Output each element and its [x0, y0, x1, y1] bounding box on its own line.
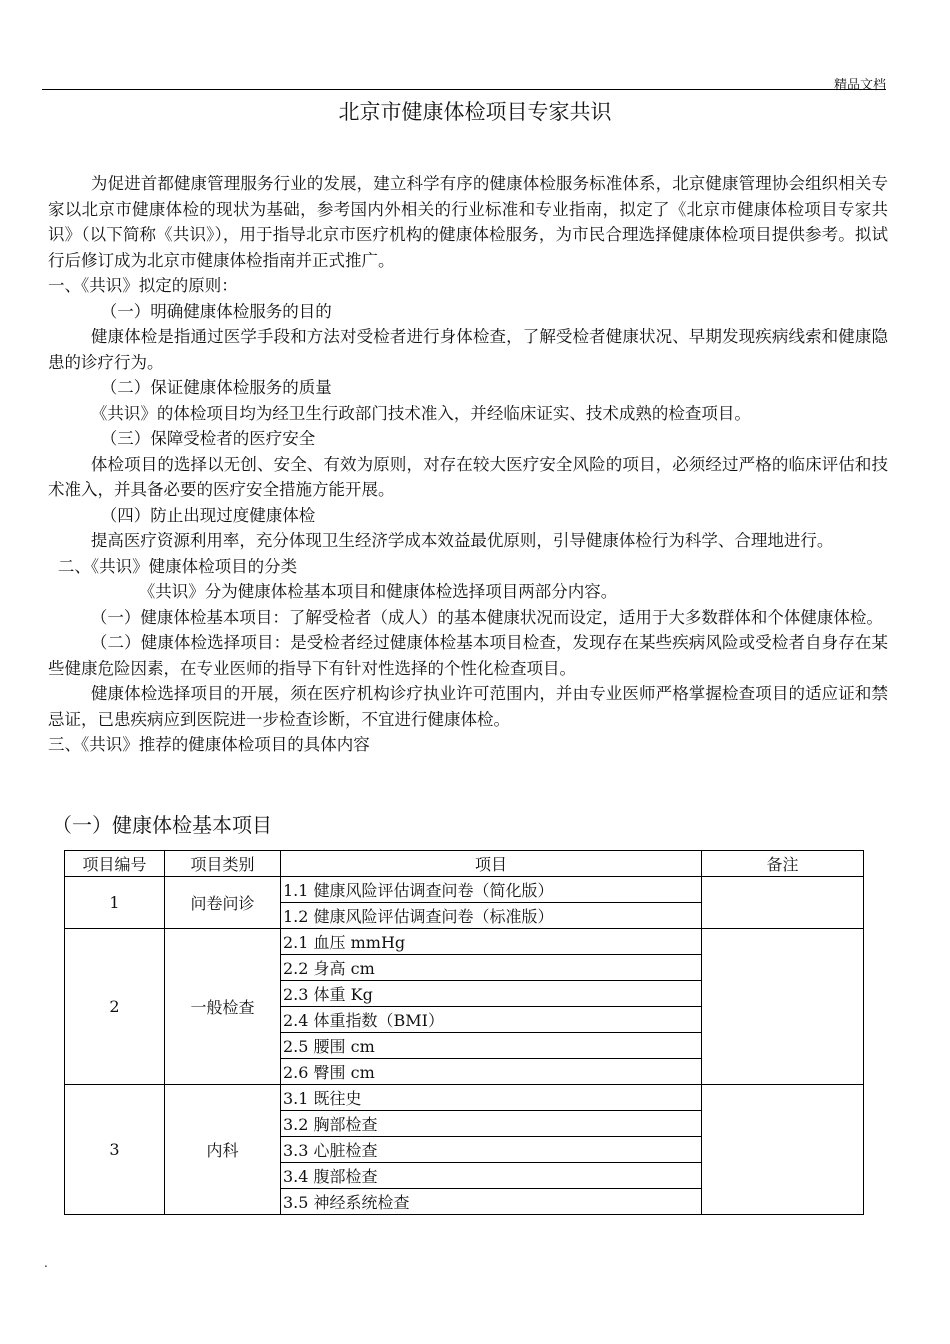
remark-cell: [702, 1085, 864, 1215]
item-cell: 1.1 健康风险评估调查问卷（简化版）: [281, 877, 702, 903]
remark-cell: [702, 929, 864, 1085]
item-cell: 3.4 腹部检查: [281, 1163, 702, 1189]
item-cell: 3.2 胸部检查: [281, 1111, 702, 1137]
section-2-1-text: （一）健康体检基本项目：了解受检者（成人）的基本健康状况而设定，适用于大多数群体和个体健康体检。: [90, 607, 883, 627]
section-2-3-text: 健康体检选择项目的开展，须在医疗机构诊疗执业许可范围内，并由专业医师严格掌握检查项目的适应证和禁忌证，已患疾病应到医院进一步检查诊断，不宜进行健康体检。: [48, 684, 888, 729]
header-item-category: 项目类别: [165, 851, 281, 877]
section-1-2-text: 《共识》的体检项目均为经卫生行政部门技术准入，并经临床证实、技术成熟的检查项目。: [90, 403, 751, 423]
section-1-4-text: 提高医疗资源利用率，充分体现卫生经济学成本效益最优原则，引导健康体检行为科学、合理地进行。: [90, 531, 834, 550]
section-2-2-text: （二）健康体检选择项目：是受检者经过健康体检基本项目检查，发现存在某些疾病风险或受检者自身存在某些健康危险因素，在专业医师的指导下有针对性选择的个性化检查项目。: [48, 633, 888, 678]
section-1-1-text: 健康体检是指通过医学手段和方法对受检者进行身体检查，了解受检者健康状况、早期发现疾病线索和健康隐患的诊疗行为。: [48, 327, 888, 372]
item-cell: 2.1 血压 mmHg: [281, 929, 702, 955]
section-1-3-heading: （三）保障受检者的医疗安全: [100, 429, 316, 448]
item-cell: 3.3 心脏检查: [281, 1137, 702, 1163]
section-3-heading: 三、《共识》推荐的健康体检项目的具体内容: [48, 735, 370, 754]
basic-items-heading: （一）健康体检基本项目: [52, 813, 272, 837]
header-item-no: 项目编号: [65, 851, 165, 877]
group-no: 2: [65, 929, 165, 1085]
group-category: 一般检查: [165, 929, 281, 1085]
group-category: 内科: [165, 1085, 281, 1215]
item-cell: 3.1 既往史: [281, 1085, 702, 1111]
section-1-1-heading: （一）明确健康体检服务的目的: [100, 301, 332, 321]
table-row: [65, 929, 864, 955]
section-2-text: 《共识》分为健康体检基本项目和健康体检选择项目两部分内容。: [138, 582, 618, 601]
header-label: 精品文档: [833, 78, 886, 93]
section-1-4-heading: （四）防止出现过度健康体检: [100, 505, 316, 525]
document-body: [48, 171, 888, 758]
table-header-row: [65, 851, 864, 877]
header-item: 项目: [281, 851, 702, 877]
item-cell: 1.2 健康风险评估调查问卷（标准版）: [281, 903, 702, 929]
header-rule: [42, 89, 886, 90]
item-cell: 3.5 神经系统检查: [281, 1189, 702, 1215]
group-no: 1: [65, 877, 165, 929]
group-no: 3: [65, 1085, 165, 1215]
intro-paragraph: 为促进首都健康管理服务行业的发展，建立科学有序的健康体检服务标准体系，北京健康管理协会组织相关专家以北京市健康体检的现状为基础，参考国内外相关的行业标准和专业指南，拟定了《北京市健康体检项目专家共识》（以下简称《共识》），用于指导北京市医疗机构的健康体检服务，为市民合理选择健康体检项目提供参考。拟试行后修订成为北京市健康体检指南并正式推广。: [48, 174, 888, 270]
item-cell: 2.2 身高 cm: [281, 955, 702, 981]
table-row: [65, 877, 864, 903]
group-category: 问卷问诊: [165, 877, 281, 929]
remark-cell: [702, 877, 864, 929]
section-2-heading: 二、《共识》健康体检项目的分类: [57, 556, 298, 576]
item-cell: 2.5 腰围 cm: [281, 1033, 702, 1059]
document-title: 北京市健康体检项目专家共识: [338, 100, 612, 124]
section-1-heading: 一、《共识》拟定的原则：: [48, 276, 238, 295]
item-cell: 2.3 体重 Kg: [281, 981, 702, 1007]
basic-items-table: [64, 850, 864, 1215]
item-cell: 2.6 臀围 cm: [281, 1059, 702, 1085]
section-1-2-heading: （二）保证健康体检服务的质量: [100, 378, 332, 397]
footer-mark: .: [44, 1256, 48, 1270]
section-1-3-text: 体检项目的选择以无创、安全、有效为原则，对存在较大医疗安全风险的项目，必须经过严格的临床评估和技术准入，并具备必要的医疗安全措施方能开展。: [48, 454, 888, 499]
table-row: [65, 1085, 864, 1111]
item-cell: 2.4 体重指数（BMI）: [281, 1007, 702, 1033]
header-remark: 备注: [702, 851, 864, 877]
